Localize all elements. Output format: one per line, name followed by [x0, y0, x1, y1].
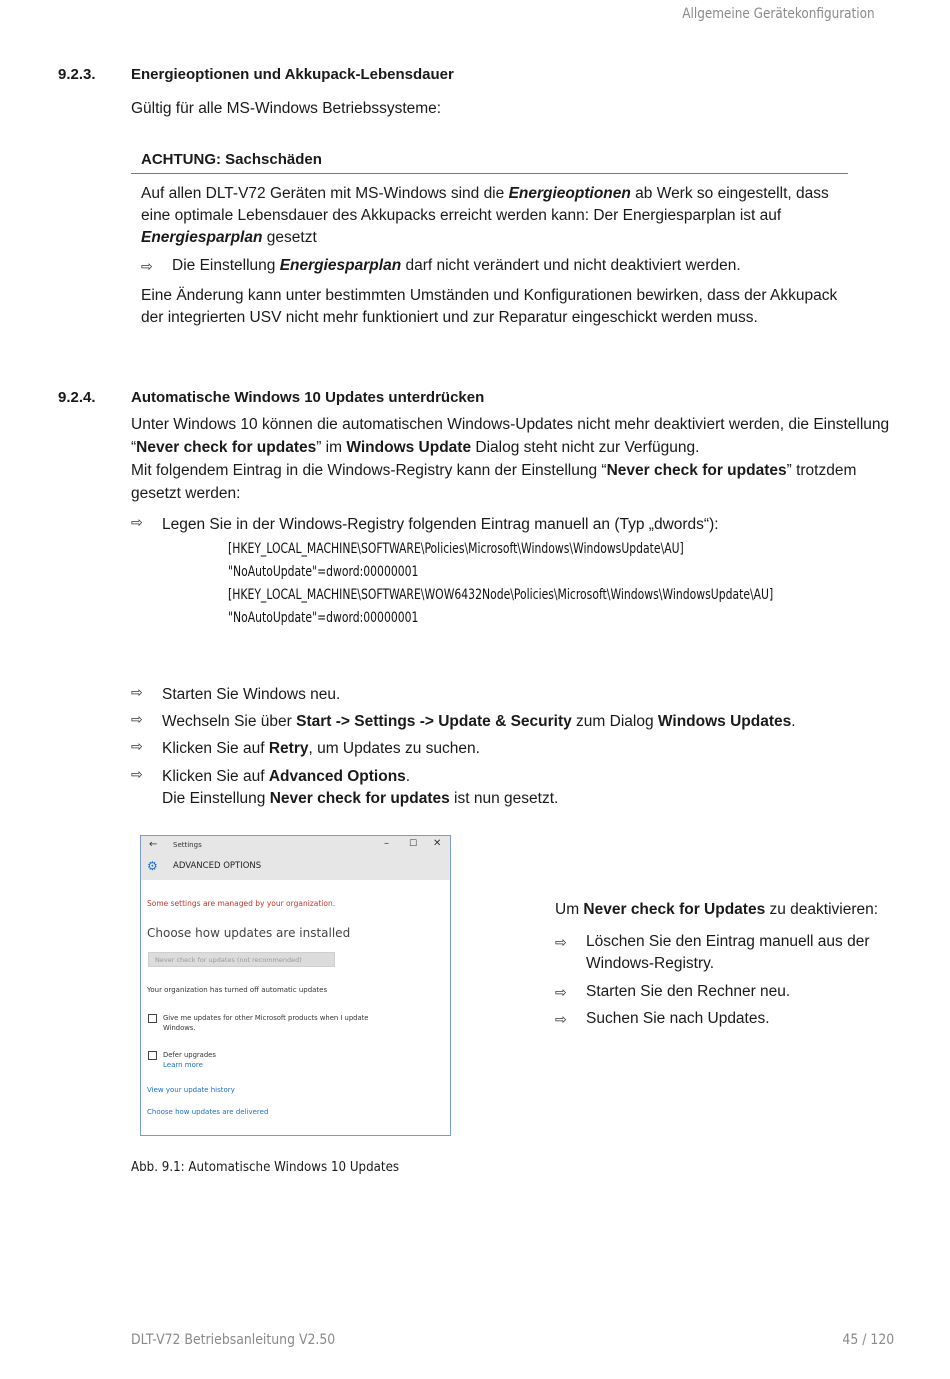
- learn-more-link[interactable]: Learn more: [163, 1061, 203, 1069]
- arrow-right-icon: ⇨: [131, 711, 143, 727]
- maximize-icon[interactable]: ☐: [409, 839, 418, 849]
- back-arrow-icon[interactable]: ←: [149, 839, 158, 850]
- org-notice: Your organization has turned off automatic updates: [147, 986, 328, 994]
- footer-document-title: DLT-V72 Betriebsanleitung V2.50: [131, 1332, 336, 1348]
- other-products-checkbox[interactable]: [148, 1014, 157, 1023]
- registry-line: [HKEY_LOCAL_MACHINE\SOFTWARE\WOW6432Node\Policies\Microsoft\Windows\WindowsUpdate\AU]: [228, 587, 774, 603]
- minimize-icon[interactable]: –: [384, 838, 389, 849]
- arrow-right-icon: ⇨: [141, 258, 153, 274]
- defer-upgrades-checkbox[interactable]: [148, 1051, 157, 1060]
- section-number: 9.2.3.: [58, 66, 96, 83]
- section-number: 9.2.4.: [58, 389, 96, 406]
- update-mode-dropdown[interactable]: Never check for updates (not recommended): [148, 952, 335, 967]
- arrow-right-icon: ⇨: [131, 684, 143, 700]
- settings-heading: ADVANCED OPTIONS: [173, 861, 262, 871]
- section-intro: Gültig für alle MS-Windows Betriebssysteme:: [131, 100, 442, 117]
- figure-caption: Abb. 9.1: Automatische Windows 10 Updates: [131, 1159, 400, 1175]
- footer-page-number: 45 / 120: [842, 1332, 894, 1348]
- window-title: Settings: [173, 841, 202, 849]
- delivery-link[interactable]: Choose how updates are delivered: [147, 1108, 269, 1116]
- registry-line: [HKEY_LOCAL_MACHINE\SOFTWARE\Policies\Microsoft\Windows\WindowsUpdate\AU]: [228, 541, 684, 557]
- section-title: Energieoptionen und Akkupack-Lebensdauer: [131, 66, 454, 83]
- other-products-label: Give me updates for other Microsoft products when I update Windows.: [163, 1014, 369, 1032]
- warning-divider: [131, 173, 848, 174]
- warning-note: Eine Änderung kann unter bestimmten Umständen und Konfigurationen bewirken, dass der Akkupack der integrierten USV nicht mehr funktioniert und zur Reparatur eingeschickt werden muss.: [141, 287, 838, 326]
- update-history-link[interactable]: View your update history: [147, 1086, 235, 1094]
- close-icon[interactable]: ✕: [433, 838, 442, 849]
- arrow-right-icon: ⇨: [131, 514, 143, 530]
- registry-line: "NoAutoUpdate"=dword:00000001: [228, 610, 419, 626]
- registry-line: "NoAutoUpdate"=dword:00000001: [228, 564, 419, 580]
- warning-paragraph: Auf allen DLT-V72 Geräten mit MS-Windows sind die Energieoptionen ab Werk so eingestellt, dass eine optimale Lebensdauer des Akkupacks erreicht werden kann: Der Energiesparplan ist auf Energiesparplan gesetzt: [141, 185, 829, 246]
- arrow-right-icon: ⇨: [555, 984, 567, 1000]
- settings-screenshot: [140, 835, 451, 1136]
- arrow-right-icon: ⇨: [131, 738, 143, 754]
- choose-heading: Choose how updates are installed: [147, 926, 351, 940]
- section-title: Automatische Windows 10 Updates unterdrücken: [131, 389, 485, 406]
- section-paragraph: Unter Windows 10 können die automatischen Windows-Updates nicht mehr deaktiviert werden, die Einstellung “Never check for updates” im Windows Update Dialog steht nicht zur Verfügung. Mit folgendem Eintrag in die Windows-Registry kann der Einstellung “Never check for updates” trotzdem gesetzt werden:: [131, 416, 890, 502]
- arrow-right-icon: ⇨: [555, 934, 567, 950]
- running-header: Allgemeine Gerätekonfiguration: [682, 6, 875, 22]
- warning-title: ACHTUNG: Sachschäden: [141, 151, 322, 168]
- gear-icon: ⚙: [147, 859, 158, 873]
- arrow-right-icon: ⇨: [555, 1011, 567, 1027]
- arrow-right-icon: ⇨: [131, 766, 143, 782]
- managed-notice: Some settings are managed by your organization.: [147, 899, 336, 908]
- deactivate-intro: Um Never check for Updates zu deaktivieren:: [555, 901, 879, 918]
- defer-upgrades-label: Defer upgrades: [163, 1051, 216, 1059]
